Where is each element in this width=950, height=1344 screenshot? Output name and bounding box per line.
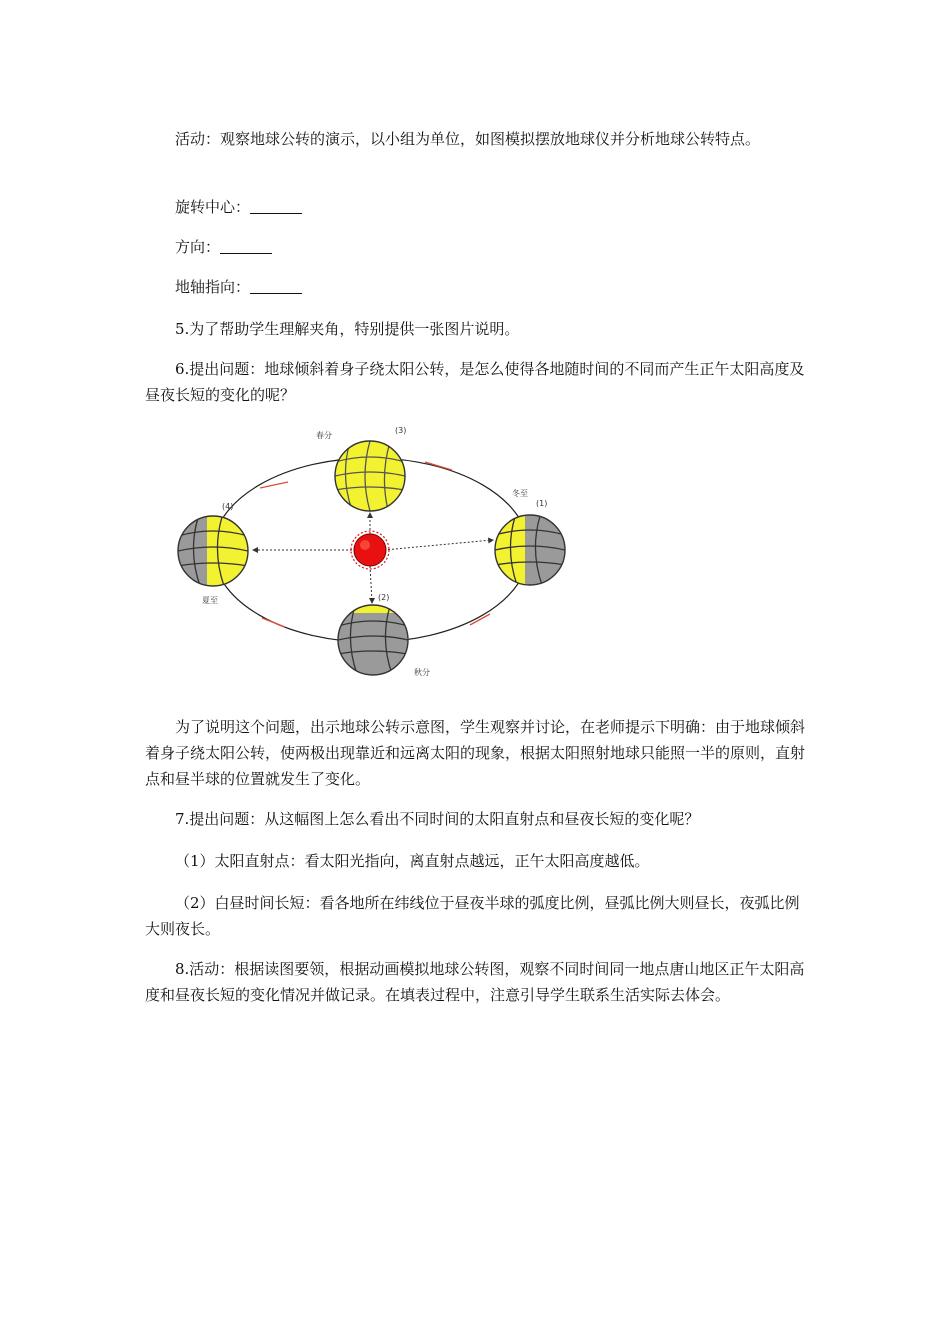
earth-top-globe (335, 441, 405, 511)
paragraph-7: 7.提出问题：从这幅图上怎么看出不同时间的太阳直射点和昼夜长短的变化呢？ (175, 810, 700, 828)
label-number-2: (2) (378, 593, 390, 602)
axis-direction-label: 地轴指向： (175, 278, 251, 296)
paragraph-7-item-1: （1）太阳直射点：看太阳光指向，离直射点越远，正午太阳高度越低。 (175, 852, 650, 870)
rotation-center-label: 旋转中心： (175, 198, 251, 216)
label-winter-solstice: 冬至 (512, 489, 528, 498)
label-number-1: (1) (536, 499, 548, 508)
direction-blank (220, 237, 272, 254)
earth-revolution-diagram (170, 422, 570, 700)
direction-line (145, 234, 810, 260)
rotation-center-line (145, 194, 810, 220)
axis-direction-blank (250, 277, 302, 294)
label-number-3: (3) (395, 426, 407, 435)
sun-icon (351, 531, 389, 569)
axis-direction-line (145, 274, 810, 300)
paragraph-6: 6.提出问题：地球倾斜着身子绕太阳公转，是怎么使得各地随时间的不同而产生正午太阳高度及昼夜长短的变化的呢？ (145, 360, 805, 404)
earth-bottom-globe (338, 604, 408, 675)
earth-right-globe (490, 510, 565, 590)
paragraph-8: 8.活动：根据读图要领，根据动画模拟地球公转图，观察不同时间同一地点唐山地区正午太阳高度和昼夜长短的变化情况并做记录。在填表过程中，注意引导学生联系生活实际去体会。 (145, 960, 805, 1004)
direction-label: 方向： (175, 238, 221, 256)
earth-left-globe (178, 512, 252, 592)
activity-paragraph: 活动：观察地球公转的演示，以小组为单位，如图模拟摆放地球仪并分析地球公转特点。 (175, 130, 761, 148)
explanation-paragraph: 为了说明这个问题，出示地球公转示意图，学生观察并讨论，在老师提示下明确：由于地球倾斜着身子绕太阳公转，使两极出现靠近和远离太阳的现象，根据太阳照射地球只能照一半的原则，直射点和昼半球的位置就发生了变化。 (145, 718, 806, 788)
paragraph-7-item-2: （2）白昼时间长短：看各地所在纬线位于昼夜半球的弧度比例，昼弧比例大则昼长，夜弧比例大则夜长。 (145, 894, 800, 938)
label-number-4: (4) (222, 502, 234, 511)
label-summer-solstice: 夏至 (202, 596, 218, 605)
rotation-center-blank (250, 197, 302, 214)
label-spring-equinox: 春分 (316, 431, 332, 440)
label-autumn-equinox: 秋分 (414, 668, 430, 677)
paragraph-5: 5.为了帮助学生理解夹角，特别提供一张图片说明。 (175, 320, 520, 338)
